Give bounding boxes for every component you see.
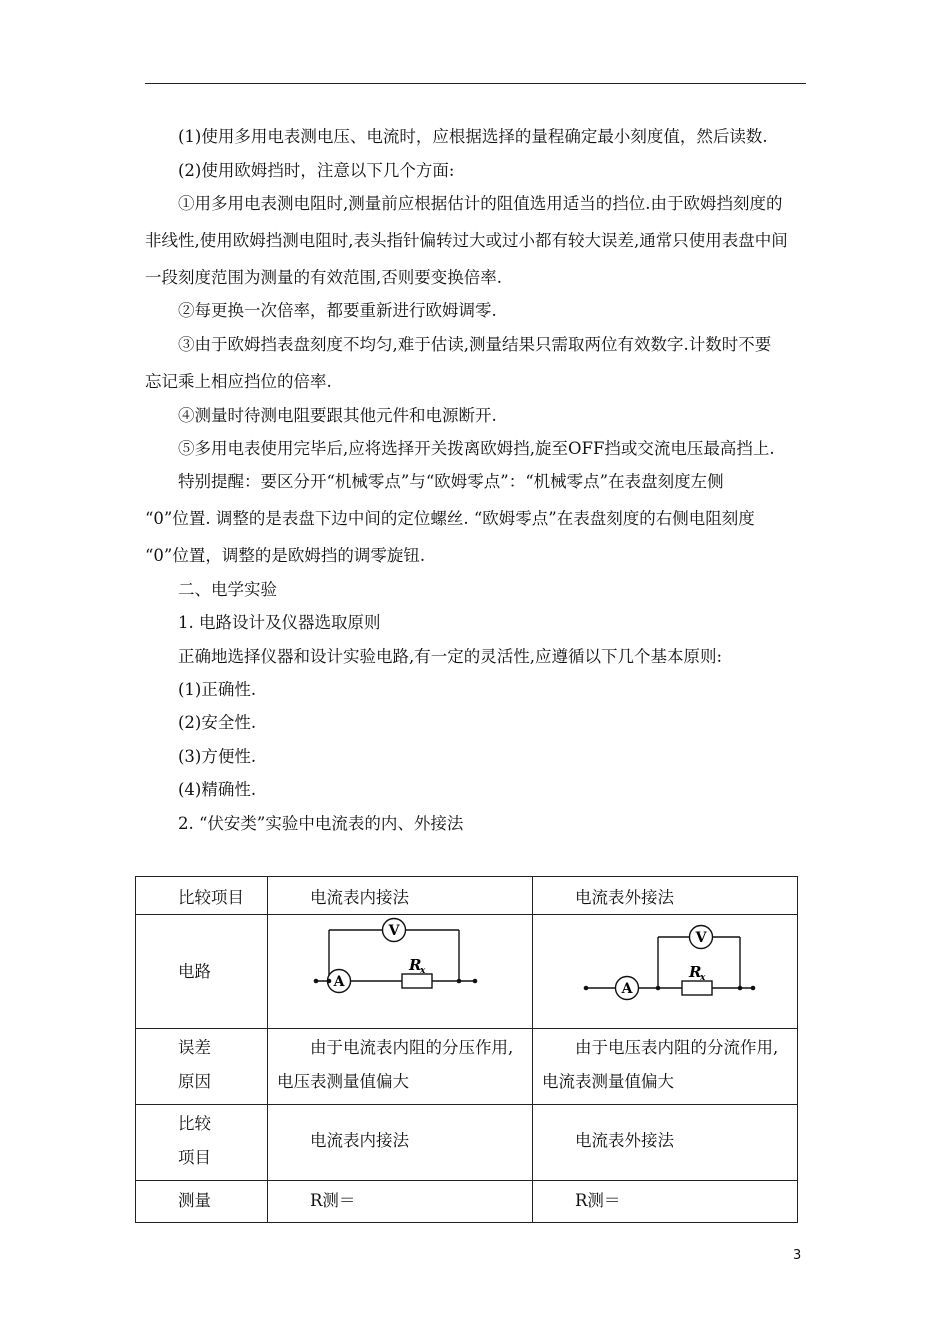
ammeter-label: A bbox=[621, 981, 633, 997]
paragraph-7: ⑤多用电表使用完毕后,应将选择开关拨离欧姆挡,旋至OFF挡或交流电压最高挡上. bbox=[178, 439, 775, 458]
subsection-2-title: 2. “伏安类”实验中电流表的内、外接法 bbox=[178, 814, 464, 833]
table-cell bbox=[268, 877, 533, 915]
table-cell bbox=[136, 915, 268, 1029]
terminal-dot bbox=[457, 979, 462, 984]
paragraph-5-line-1: ③由于欧姆挡表盘刻度不均匀,难于估读,测量结果只需取两位有效数字.计数时不要 bbox=[178, 335, 772, 354]
table-cell bbox=[268, 1029, 533, 1105]
circuit-label: 电路 bbox=[178, 962, 211, 981]
table-cell bbox=[268, 915, 533, 1029]
table-cell bbox=[136, 877, 268, 915]
section-heading: 二、电学实验 bbox=[178, 580, 277, 599]
compare-label-line-1: 比较 bbox=[178, 1114, 211, 1133]
paragraph-3-line-2: 非线性,使用欧姆挡测电阻时,表头指针偏转过大或过小都有较大误差,通常只使用表盘中间 bbox=[145, 231, 788, 250]
table-cell bbox=[136, 1029, 268, 1105]
table-cell bbox=[533, 877, 798, 915]
resistor bbox=[402, 974, 432, 988]
paragraph-8-line-2: “0”位置. 调整的是表盘下边中间的定位螺丝. “欧姆零点”在表盘刻度的右侧电阻刻度 bbox=[145, 509, 755, 528]
table-row bbox=[136, 877, 798, 915]
paragraph-2: (2)使用欧姆挡时，注意以下几个方面: bbox=[178, 161, 455, 180]
paragraph-3-line-3: 一段刻度范围为测量的有效范围,否则要变换倍率. bbox=[145, 268, 502, 287]
compare-label-line-2: 项目 bbox=[178, 1148, 211, 1167]
resistor-subscript: x bbox=[700, 973, 706, 983]
table-cell bbox=[533, 1029, 798, 1105]
paragraph-6: ④测量时待测电阻要跟其他元件和电源断开. bbox=[178, 406, 497, 425]
terminal-dot bbox=[656, 986, 661, 991]
error-inner-line-2: 电压表测量值偏大 bbox=[277, 1072, 409, 1091]
paragraph-4: ②每更换一次倍率，都要重新进行欧姆调零. bbox=[178, 301, 497, 320]
ammeter-label: A bbox=[333, 974, 345, 990]
principle-item: (3)方便性. bbox=[178, 747, 257, 766]
subsection-1-title: 1. 电路设计及仪器选取原则 bbox=[178, 613, 381, 632]
resistor-label: R bbox=[689, 963, 702, 981]
resistor-subscript: x bbox=[420, 966, 426, 976]
resistor-label: R bbox=[409, 956, 422, 974]
table-cell bbox=[533, 1105, 798, 1181]
resistor bbox=[682, 981, 712, 995]
subsection-1-intro: 正确地选择仪器和设计实验电路,有一定的灵活性,应遵循以下几个基本原则: bbox=[178, 647, 723, 666]
compare-inner: 电流表内接法 bbox=[310, 1131, 409, 1150]
error-inner-line-1: 由于电流表内阻的分压作用, bbox=[310, 1038, 514, 1057]
header-outer-method: 电流表外接法 bbox=[575, 888, 674, 907]
header-inner-method: 电流表内接法 bbox=[310, 888, 409, 907]
principle-item: (1)正确性. bbox=[178, 680, 257, 699]
terminal-dot bbox=[473, 979, 478, 984]
compare-outer: 电流表外接法 bbox=[575, 1131, 674, 1150]
inner-connection-circuit bbox=[268, 915, 532, 1028]
table-cell bbox=[136, 1181, 268, 1223]
terminal-dot bbox=[738, 986, 743, 991]
voltmeter-label: V bbox=[695, 930, 707, 946]
voltmeter-label: V bbox=[388, 923, 400, 939]
header-rule bbox=[145, 83, 806, 84]
measure-inner: R测＝ bbox=[310, 1191, 356, 1210]
table-cell bbox=[268, 1105, 533, 1181]
error-outer-line-1: 由于电压表内阻的分流作用, bbox=[575, 1038, 779, 1057]
table-cell bbox=[136, 1105, 268, 1181]
table-cell bbox=[533, 915, 798, 1029]
error-outer-line-2: 电流表测量值偏大 bbox=[542, 1072, 674, 1091]
principle-item: (4)精确性. bbox=[178, 780, 257, 799]
outer-connection-circuit bbox=[533, 915, 797, 1028]
terminal-dot bbox=[314, 979, 319, 984]
table-cell bbox=[533, 1181, 798, 1223]
table-row bbox=[136, 1181, 798, 1223]
header-compare-item: 比较项目 bbox=[178, 888, 244, 907]
paragraph-1: (1)使用多用电表测电压、电流时，应根据选择的量程确定最小刻度值，然后读数. bbox=[178, 127, 768, 146]
paragraph-8-line-1: 特别提醒：要区分开“机械零点”与“欧姆零点”：“机械零点”在表盘刻度左侧 bbox=[178, 472, 724, 491]
table-cell bbox=[268, 1181, 533, 1223]
paragraph-8-line-3: “0”位置，调整的是欧姆挡的调零旋钮. bbox=[145, 546, 426, 565]
error-label-line-1: 误差 bbox=[178, 1038, 211, 1057]
terminal-dot bbox=[751, 986, 756, 991]
table-row bbox=[136, 915, 798, 1029]
terminal-dot bbox=[584, 986, 589, 991]
page-number: 3 bbox=[793, 1248, 802, 1263]
principle-item: (2)安全性. bbox=[178, 713, 257, 732]
comparison-table bbox=[135, 876, 798, 1223]
table-row bbox=[136, 1105, 798, 1181]
measure-outer: R测＝ bbox=[575, 1191, 621, 1210]
table-row bbox=[136, 1029, 798, 1105]
paragraph-5-line-2: 忘记乘上相应挡位的倍率. bbox=[145, 372, 332, 391]
error-label-line-2: 原因 bbox=[178, 1072, 211, 1091]
measure-label: 测量 bbox=[178, 1191, 211, 1210]
paragraph-3-line-1: ①用多用电表测电阻时,测量前应根据估计的阻值选用适当的挡位.由于欧姆挡刻度的 bbox=[178, 194, 783, 213]
terminal-dot bbox=[327, 979, 332, 984]
